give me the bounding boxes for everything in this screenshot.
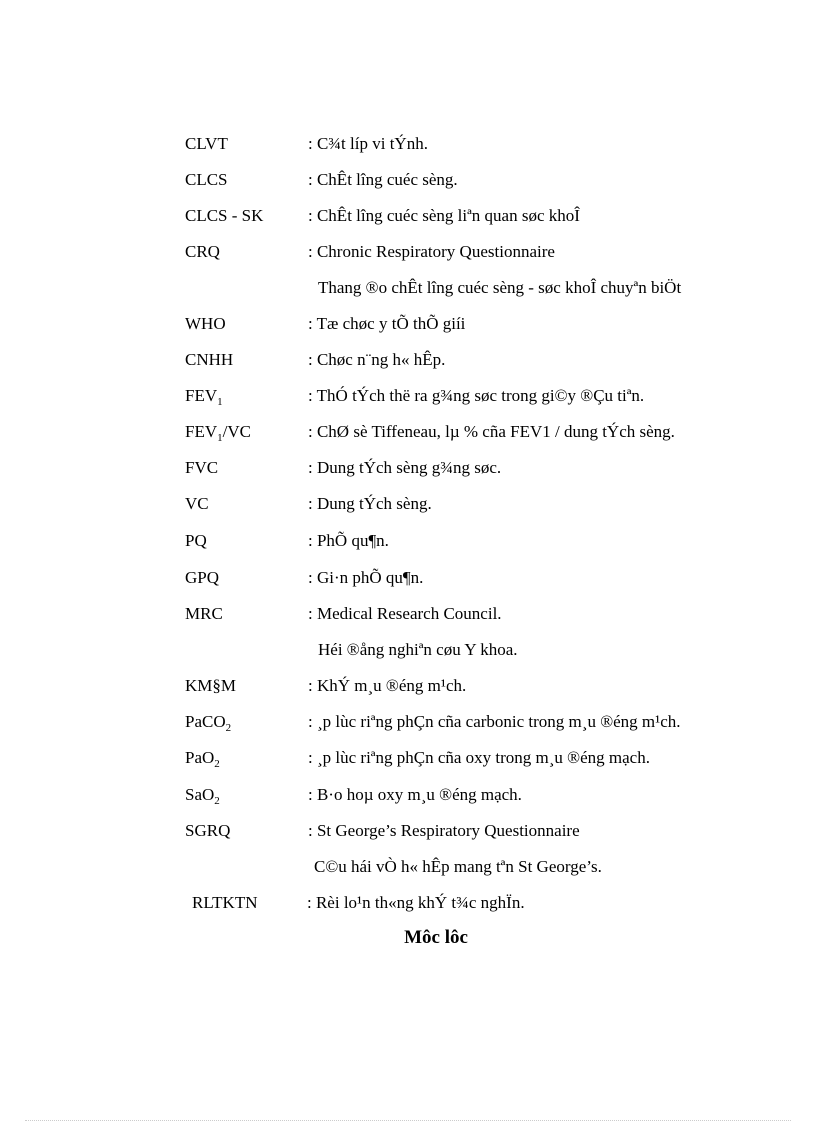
- abbr-definition: : Dung tÝch sèng g¾ng søc.: [308, 458, 502, 477]
- abbr-term: CLCS - SK: [185, 206, 264, 225]
- abbr-term: FVC: [185, 458, 219, 477]
- page-bottom-divider: [25, 1120, 791, 1121]
- abbr-term: CNHH: [185, 350, 234, 369]
- abbr-definition-continuation: Héi ®ång nghiªn cøu Y khoa.: [318, 640, 518, 659]
- abbr-term: [185, 710, 231, 734]
- abbr-term-tail: /VC: [222, 422, 251, 441]
- abbr-definition: : Chronic Respiratory Questionnaire: [308, 242, 555, 261]
- abbr-term-subscript: 1: [217, 432, 223, 444]
- abbr-term-subscript: 2: [214, 758, 220, 770]
- abbr-definition: : Rèi lo¹n th«ng khÝ t¾c nghÏn.: [307, 893, 525, 912]
- abbr-definition: : ChØ sè Tiffeneau, lµ % cña FEV1 / dung tÝch sèng.: [308, 422, 675, 441]
- abbr-definition: : Gi·n phÕ qu¶n.: [308, 568, 424, 587]
- abbr-definition: : C¾t líp vi tÝnh.: [308, 134, 428, 153]
- abbr-term-base: PaO: [185, 748, 215, 767]
- abbr-definition: : ChÊt lîng cuéc sèng liªn quan søc khoÎ: [308, 206, 580, 225]
- abbr-term: PQ: [185, 531, 207, 550]
- abbr-term: MRC: [185, 604, 223, 623]
- table-of-contents-heading: Môc lôc: [404, 927, 468, 948]
- abbr-term-subscript: 2: [214, 795, 220, 807]
- abbr-term-base: PaCO: [185, 712, 226, 731]
- abbr-definition: : ¸p lùc riªng phÇn cña carbonic trong m¸u ®éng m¹ch.: [308, 712, 681, 731]
- abbr-definition: : KhÝ m¸u ®éng m¹ch.: [308, 676, 467, 695]
- abbr-definition-continuation: C©u hái vÒ h« hÊp mang tªn St George’s.: [314, 857, 602, 876]
- abbr-term: RLTKTN: [192, 893, 258, 912]
- abbr-term: [185, 384, 223, 408]
- abbr-term: GPQ: [185, 568, 220, 587]
- abbr-definition: : B·o hoµ oxy m¸u ®éng mạch.: [308, 785, 522, 804]
- abbr-term: CLCS: [185, 170, 228, 189]
- abbr-term: [185, 783, 220, 807]
- abbr-definition: : Chøc n¨ng h« hÊp.: [308, 350, 446, 369]
- abbr-term: [185, 420, 251, 444]
- abbr-term: KM§M: [185, 676, 237, 695]
- abbr-term: SGRQ: [185, 821, 231, 840]
- abbr-definition: : ChÊt lîng cuéc sèng.: [308, 170, 458, 189]
- abbr-term: VC: [185, 494, 209, 513]
- abbr-term-base: SaO: [185, 785, 215, 804]
- abbr-definition: : Tæ chøc y tÕ thÕ giíi: [308, 314, 466, 333]
- abbr-term: [185, 746, 220, 770]
- abbr-term: WHO: [185, 314, 226, 333]
- abbr-term-subscript: 1: [217, 396, 223, 408]
- abbr-definition: : ¸p lùc riªng phÇn cña oxy trong m¸u ®éng mạch.: [308, 748, 650, 767]
- abbr-term-base: FEV: [185, 386, 218, 405]
- abbr-term: CLVT: [185, 134, 228, 153]
- abbr-definition: : Medical Research Council.: [308, 604, 502, 623]
- abbr-definition-continuation: Thang ®o chÊt lîng cuéc sèng - søc khoÎ chuyªn biÖt: [318, 278, 682, 297]
- abbr-term-base: FEV: [185, 422, 218, 441]
- abbr-definition: : ThÓ tÝch thë ra g¾ng søc trong gi©y ®Çu tiªn.: [308, 386, 645, 405]
- abbr-definition: : Dung tÝch sèng.: [308, 494, 432, 513]
- abbr-definition: : PhÕ qu¶n.: [308, 531, 389, 550]
- abbr-term-subscript: 2: [225, 722, 232, 734]
- abbr-term: CRQ: [185, 242, 220, 261]
- abbr-definition: : St George’s Respiratory Questionnaire: [308, 821, 580, 840]
